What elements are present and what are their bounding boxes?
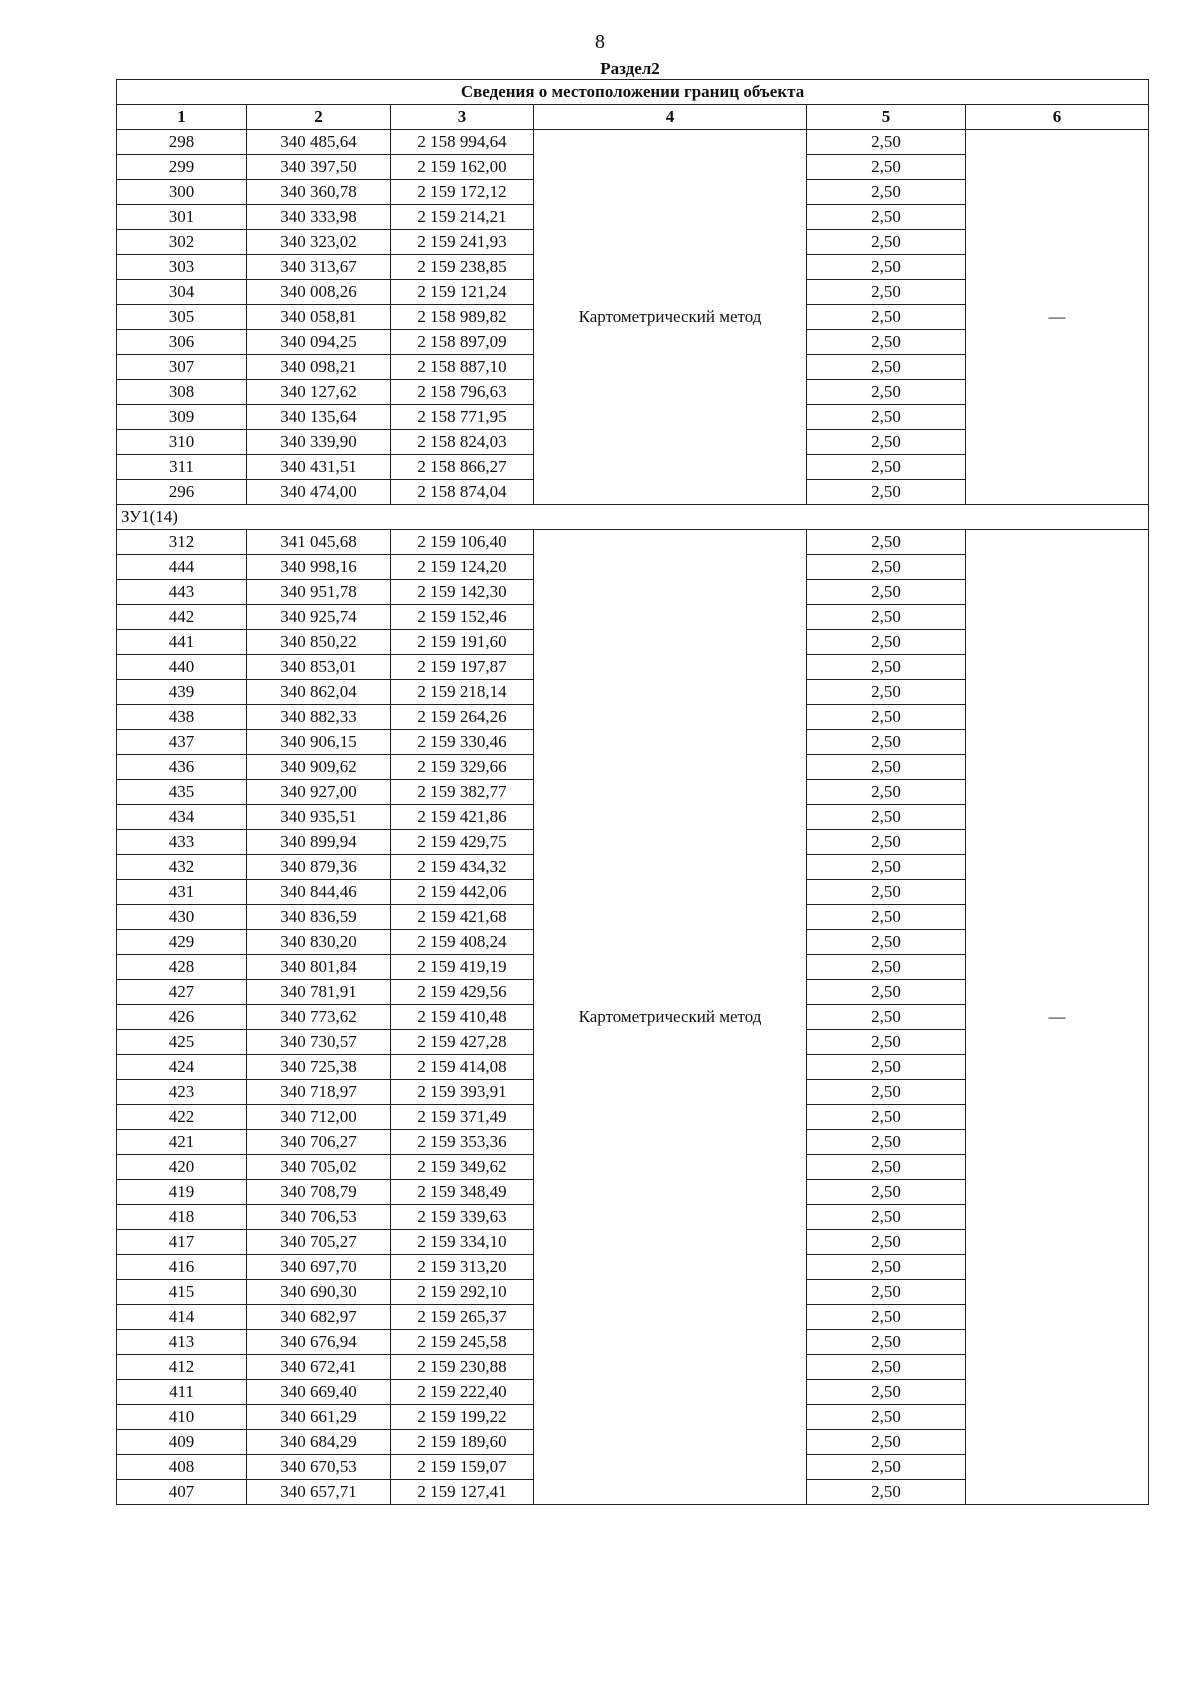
point-number-cell: 307 xyxy=(117,355,247,380)
point-number-cell: 431 xyxy=(117,880,247,905)
y-coordinate-cell: 2 159 245,58 xyxy=(391,1330,534,1355)
x-coordinate-cell: 340 094,25 xyxy=(247,330,391,355)
accuracy-cell: 2,50 xyxy=(807,580,966,605)
y-coordinate-cell: 2 159 162,00 xyxy=(391,155,534,180)
accuracy-cell: 2,50 xyxy=(807,280,966,305)
y-coordinate-cell: 2 159 199,22 xyxy=(391,1405,534,1430)
accuracy-cell: 2,50 xyxy=(807,880,966,905)
y-coordinate-cell: 2 159 264,26 xyxy=(391,705,534,730)
accuracy-cell: 2,50 xyxy=(807,305,966,330)
point-number-cell: 415 xyxy=(117,1280,247,1305)
accuracy-cell: 2,50 xyxy=(807,1455,966,1480)
y-coordinate-cell: 2 159 348,49 xyxy=(391,1180,534,1205)
y-coordinate-cell: 2 158 989,82 xyxy=(391,305,534,330)
point-number-cell: 310 xyxy=(117,430,247,455)
y-coordinate-cell: 2 159 313,20 xyxy=(391,1255,534,1280)
accuracy-cell: 2,50 xyxy=(807,1330,966,1355)
boundary-coordinates-table xyxy=(116,79,1149,1505)
y-coordinate-cell: 2 158 771,95 xyxy=(391,405,534,430)
x-coordinate-cell: 340 058,81 xyxy=(247,305,391,330)
accuracy-cell: 2,50 xyxy=(807,130,966,155)
table-caption: Сведения о местоположении границ объекта xyxy=(117,80,1149,105)
accuracy-cell: 2,50 xyxy=(807,455,966,480)
y-coordinate-cell: 2 159 142,30 xyxy=(391,580,534,605)
point-number-cell: 417 xyxy=(117,1230,247,1255)
point-number-cell: 408 xyxy=(117,1455,247,1480)
column-header: 6 xyxy=(966,105,1149,130)
x-coordinate-cell: 340 781,91 xyxy=(247,980,391,1005)
x-coordinate-cell: 340 313,67 xyxy=(247,255,391,280)
point-number-cell: 426 xyxy=(117,1005,247,1030)
accuracy-cell: 2,50 xyxy=(807,755,966,780)
point-number-cell: 442 xyxy=(117,605,247,630)
point-number-cell: 427 xyxy=(117,980,247,1005)
x-coordinate-cell: 340 333,98 xyxy=(247,205,391,230)
y-coordinate-cell: 2 159 222,40 xyxy=(391,1380,534,1405)
y-coordinate-cell: 2 159 214,21 xyxy=(391,205,534,230)
x-coordinate-cell: 340 899,94 xyxy=(247,830,391,855)
point-number-cell: 312 xyxy=(117,530,247,555)
point-number-cell: 420 xyxy=(117,1155,247,1180)
y-coordinate-cell: 2 159 334,10 xyxy=(391,1230,534,1255)
group-label-row xyxy=(117,505,1149,530)
y-coordinate-cell: 2 159 121,24 xyxy=(391,280,534,305)
column-header: 2 xyxy=(247,105,391,130)
point-number-cell: 311 xyxy=(117,455,247,480)
x-coordinate-cell: 340 853,01 xyxy=(247,655,391,680)
x-coordinate-cell: 340 836,59 xyxy=(247,905,391,930)
x-coordinate-cell: 340 690,30 xyxy=(247,1280,391,1305)
accuracy-cell: 2,50 xyxy=(807,380,966,405)
y-coordinate-cell: 2 158 897,09 xyxy=(391,330,534,355)
point-number-cell: 308 xyxy=(117,380,247,405)
point-number-cell: 419 xyxy=(117,1180,247,1205)
x-coordinate-cell: 340 669,40 xyxy=(247,1380,391,1405)
accuracy-cell: 2,50 xyxy=(807,730,966,755)
accuracy-cell: 2,50 xyxy=(807,1255,966,1280)
y-coordinate-cell: 2 159 353,36 xyxy=(391,1130,534,1155)
y-coordinate-cell: 2 158 874,04 xyxy=(391,480,534,505)
point-number-cell: 305 xyxy=(117,305,247,330)
accuracy-cell: 2,50 xyxy=(807,230,966,255)
point-number-cell: 298 xyxy=(117,130,247,155)
x-coordinate-cell: 340 670,53 xyxy=(247,1455,391,1480)
accuracy-cell: 2,50 xyxy=(807,705,966,730)
accuracy-cell: 2,50 xyxy=(807,1205,966,1230)
table-row xyxy=(117,530,1149,555)
x-coordinate-cell: 340 844,46 xyxy=(247,880,391,905)
accuracy-cell: 2,50 xyxy=(807,1030,966,1055)
y-coordinate-cell: 2 159 349,62 xyxy=(391,1155,534,1180)
y-coordinate-cell: 2 159 292,10 xyxy=(391,1280,534,1305)
point-number-cell: 435 xyxy=(117,780,247,805)
x-coordinate-cell: 340 135,64 xyxy=(247,405,391,430)
point-number-cell: 424 xyxy=(117,1055,247,1080)
y-coordinate-cell: 2 159 197,87 xyxy=(391,655,534,680)
accuracy-cell: 2,50 xyxy=(807,630,966,655)
y-coordinate-cell: 2 159 410,48 xyxy=(391,1005,534,1030)
point-number-cell: 414 xyxy=(117,1305,247,1330)
accuracy-cell: 2,50 xyxy=(807,1055,966,1080)
point-number-cell: 309 xyxy=(117,405,247,430)
x-coordinate-cell: 340 725,38 xyxy=(247,1055,391,1080)
accuracy-cell: 2,50 xyxy=(807,155,966,180)
y-coordinate-cell: 2 159 429,75 xyxy=(391,830,534,855)
accuracy-cell: 2,50 xyxy=(807,1105,966,1130)
table-row xyxy=(117,130,1149,155)
accuracy-cell: 2,50 xyxy=(807,330,966,355)
point-number-cell: 296 xyxy=(117,480,247,505)
x-coordinate-cell: 340 830,20 xyxy=(247,930,391,955)
y-coordinate-cell: 2 159 434,32 xyxy=(391,855,534,880)
x-coordinate-cell: 340 882,33 xyxy=(247,705,391,730)
x-coordinate-cell: 340 682,97 xyxy=(247,1305,391,1330)
x-coordinate-cell: 340 705,02 xyxy=(247,1155,391,1180)
accuracy-cell: 2,50 xyxy=(807,1230,966,1255)
point-number-cell: 439 xyxy=(117,680,247,705)
accuracy-cell: 2,50 xyxy=(807,855,966,880)
x-coordinate-cell: 340 730,57 xyxy=(247,1030,391,1055)
x-coordinate-cell: 340 862,04 xyxy=(247,680,391,705)
y-coordinate-cell: 2 159 339,63 xyxy=(391,1205,534,1230)
accuracy-cell: 2,50 xyxy=(807,1380,966,1405)
table-body xyxy=(117,130,1149,1505)
column-header: 3 xyxy=(391,105,534,130)
point-number-cell: 418 xyxy=(117,1205,247,1230)
x-coordinate-cell: 340 906,15 xyxy=(247,730,391,755)
x-coordinate-cell: 340 397,50 xyxy=(247,155,391,180)
point-number-cell: 410 xyxy=(117,1405,247,1430)
x-coordinate-cell: 340 706,53 xyxy=(247,1205,391,1230)
y-coordinate-cell: 2 158 796,63 xyxy=(391,380,534,405)
point-number-cell: 413 xyxy=(117,1330,247,1355)
accuracy-cell: 2,50 xyxy=(807,1005,966,1030)
accuracy-cell: 2,50 xyxy=(807,605,966,630)
y-coordinate-cell: 2 158 887,10 xyxy=(391,355,534,380)
y-coordinate-cell: 2 158 824,03 xyxy=(391,430,534,455)
x-coordinate-cell: 340 485,64 xyxy=(247,130,391,155)
accuracy-cell: 2,50 xyxy=(807,1355,966,1380)
point-number-cell: 411 xyxy=(117,1380,247,1405)
x-coordinate-cell: 340 998,16 xyxy=(247,555,391,580)
column-header: 4 xyxy=(534,105,807,130)
accuracy-cell: 2,50 xyxy=(807,405,966,430)
point-number-cell: 441 xyxy=(117,630,247,655)
accuracy-cell: 2,50 xyxy=(807,955,966,980)
x-coordinate-cell: 341 045,68 xyxy=(247,530,391,555)
x-coordinate-cell: 340 127,62 xyxy=(247,380,391,405)
y-coordinate-cell: 2 159 330,46 xyxy=(391,730,534,755)
accuracy-cell: 2,50 xyxy=(807,1130,966,1155)
accuracy-cell: 2,50 xyxy=(807,480,966,505)
point-number-cell: 303 xyxy=(117,255,247,280)
y-coordinate-cell: 2 158 994,64 xyxy=(391,130,534,155)
group-label: ЗУ1(14) xyxy=(117,505,1149,530)
x-coordinate-cell: 340 951,78 xyxy=(247,580,391,605)
point-number-cell: 421 xyxy=(117,1130,247,1155)
x-coordinate-cell: 340 676,94 xyxy=(247,1330,391,1355)
point-number-cell: 432 xyxy=(117,855,247,880)
point-number-cell: 302 xyxy=(117,230,247,255)
method-cell: Картометрический метод xyxy=(534,130,807,505)
y-coordinate-cell: 2 159 218,14 xyxy=(391,680,534,705)
accuracy-cell: 2,50 xyxy=(807,530,966,555)
x-coordinate-cell: 340 925,74 xyxy=(247,605,391,630)
x-coordinate-cell: 340 909,62 xyxy=(247,755,391,780)
accuracy-cell: 2,50 xyxy=(807,980,966,1005)
y-coordinate-cell: 2 159 393,91 xyxy=(391,1080,534,1105)
x-coordinate-cell: 340 360,78 xyxy=(247,180,391,205)
point-number-cell: 409 xyxy=(117,1430,247,1455)
x-coordinate-cell: 340 801,84 xyxy=(247,955,391,980)
point-number-cell: 416 xyxy=(117,1255,247,1280)
point-number-cell: 412 xyxy=(117,1355,247,1380)
accuracy-cell: 2,50 xyxy=(807,1080,966,1105)
x-coordinate-cell: 340 712,00 xyxy=(247,1105,391,1130)
x-coordinate-cell: 340 657,71 xyxy=(247,1480,391,1505)
point-number-cell: 425 xyxy=(117,1030,247,1055)
x-coordinate-cell: 340 098,21 xyxy=(247,355,391,380)
point-number-cell: 440 xyxy=(117,655,247,680)
point-number-cell: 423 xyxy=(117,1080,247,1105)
x-coordinate-cell: 340 705,27 xyxy=(247,1230,391,1255)
accuracy-cell: 2,50 xyxy=(807,1280,966,1305)
accuracy-cell: 2,50 xyxy=(807,1430,966,1455)
y-coordinate-cell: 2 159 230,88 xyxy=(391,1355,534,1380)
x-coordinate-cell: 340 661,29 xyxy=(247,1405,391,1430)
x-coordinate-cell: 340 879,36 xyxy=(247,855,391,880)
note-cell: — xyxy=(966,130,1149,505)
x-coordinate-cell: 340 323,02 xyxy=(247,230,391,255)
x-coordinate-cell: 340 474,00 xyxy=(247,480,391,505)
y-coordinate-cell: 2 159 408,24 xyxy=(391,930,534,955)
point-number-cell: 430 xyxy=(117,905,247,930)
point-number-cell: 422 xyxy=(117,1105,247,1130)
x-coordinate-cell: 340 339,90 xyxy=(247,430,391,455)
accuracy-cell: 2,50 xyxy=(807,255,966,280)
y-coordinate-cell: 2 159 189,60 xyxy=(391,1430,534,1455)
x-coordinate-cell: 340 773,62 xyxy=(247,1005,391,1030)
accuracy-cell: 2,50 xyxy=(807,1480,966,1505)
point-number-cell: 301 xyxy=(117,205,247,230)
y-coordinate-cell: 2 159 419,19 xyxy=(391,955,534,980)
section-title: Раздел2 xyxy=(600,59,660,78)
column-header: 5 xyxy=(807,105,966,130)
point-number-cell: 437 xyxy=(117,730,247,755)
x-coordinate-cell: 340 008,26 xyxy=(247,280,391,305)
accuracy-cell: 2,50 xyxy=(807,1155,966,1180)
y-coordinate-cell: 2 159 241,93 xyxy=(391,230,534,255)
y-coordinate-cell: 2 158 866,27 xyxy=(391,455,534,480)
accuracy-cell: 2,50 xyxy=(807,1405,966,1430)
accuracy-cell: 2,50 xyxy=(807,655,966,680)
y-coordinate-cell: 2 159 159,07 xyxy=(391,1455,534,1480)
column-header-row xyxy=(117,105,1149,130)
accuracy-cell: 2,50 xyxy=(807,680,966,705)
y-coordinate-cell: 2 159 191,60 xyxy=(391,630,534,655)
method-cell: Картометрический метод xyxy=(534,530,807,1505)
y-coordinate-cell: 2 159 382,77 xyxy=(391,780,534,805)
y-coordinate-cell: 2 159 172,12 xyxy=(391,180,534,205)
y-coordinate-cell: 2 159 421,86 xyxy=(391,805,534,830)
point-number-cell: 433 xyxy=(117,830,247,855)
point-number-cell: 304 xyxy=(117,280,247,305)
y-coordinate-cell: 2 159 371,49 xyxy=(391,1105,534,1130)
accuracy-cell: 2,50 xyxy=(807,205,966,230)
y-coordinate-cell: 2 159 127,41 xyxy=(391,1480,534,1505)
y-coordinate-cell: 2 159 421,68 xyxy=(391,905,534,930)
accuracy-cell: 2,50 xyxy=(807,780,966,805)
point-number-cell: 444 xyxy=(117,555,247,580)
accuracy-cell: 2,50 xyxy=(807,355,966,380)
x-coordinate-cell: 340 850,22 xyxy=(247,630,391,655)
accuracy-cell: 2,50 xyxy=(807,905,966,930)
x-coordinate-cell: 340 706,27 xyxy=(247,1130,391,1155)
page-number: 8 xyxy=(595,31,605,53)
y-coordinate-cell: 2 159 427,28 xyxy=(391,1030,534,1055)
point-number-cell: 443 xyxy=(117,580,247,605)
accuracy-cell: 2,50 xyxy=(807,555,966,580)
x-coordinate-cell: 340 935,51 xyxy=(247,805,391,830)
y-coordinate-cell: 2 159 238,85 xyxy=(391,255,534,280)
accuracy-cell: 2,50 xyxy=(807,430,966,455)
point-number-cell: 429 xyxy=(117,930,247,955)
x-coordinate-cell: 340 718,97 xyxy=(247,1080,391,1105)
point-number-cell: 300 xyxy=(117,180,247,205)
y-coordinate-cell: 2 159 106,40 xyxy=(391,530,534,555)
accuracy-cell: 2,50 xyxy=(807,1180,966,1205)
x-coordinate-cell: 340 431,51 xyxy=(247,455,391,480)
note-cell: — xyxy=(966,530,1149,1505)
point-number-cell: 407 xyxy=(117,1480,247,1505)
y-coordinate-cell: 2 159 152,46 xyxy=(391,605,534,630)
accuracy-cell: 2,50 xyxy=(807,805,966,830)
accuracy-cell: 2,50 xyxy=(807,930,966,955)
point-number-cell: 434 xyxy=(117,805,247,830)
accuracy-cell: 2,50 xyxy=(807,830,966,855)
column-header: 1 xyxy=(117,105,247,130)
point-number-cell: 299 xyxy=(117,155,247,180)
point-number-cell: 436 xyxy=(117,755,247,780)
y-coordinate-cell: 2 159 265,37 xyxy=(391,1305,534,1330)
x-coordinate-cell: 340 697,70 xyxy=(247,1255,391,1280)
point-number-cell: 428 xyxy=(117,955,247,980)
y-coordinate-cell: 2 159 329,66 xyxy=(391,755,534,780)
x-coordinate-cell: 340 672,41 xyxy=(247,1355,391,1380)
accuracy-cell: 2,50 xyxy=(807,180,966,205)
y-coordinate-cell: 2 159 442,06 xyxy=(391,880,534,905)
y-coordinate-cell: 2 159 429,56 xyxy=(391,980,534,1005)
x-coordinate-cell: 340 927,00 xyxy=(247,780,391,805)
accuracy-cell: 2,50 xyxy=(807,1305,966,1330)
point-number-cell: 306 xyxy=(117,330,247,355)
x-coordinate-cell: 340 684,29 xyxy=(247,1430,391,1455)
y-coordinate-cell: 2 159 124,20 xyxy=(391,555,534,580)
x-coordinate-cell: 340 708,79 xyxy=(247,1180,391,1205)
y-coordinate-cell: 2 159 414,08 xyxy=(391,1055,534,1080)
point-number-cell: 438 xyxy=(117,705,247,730)
